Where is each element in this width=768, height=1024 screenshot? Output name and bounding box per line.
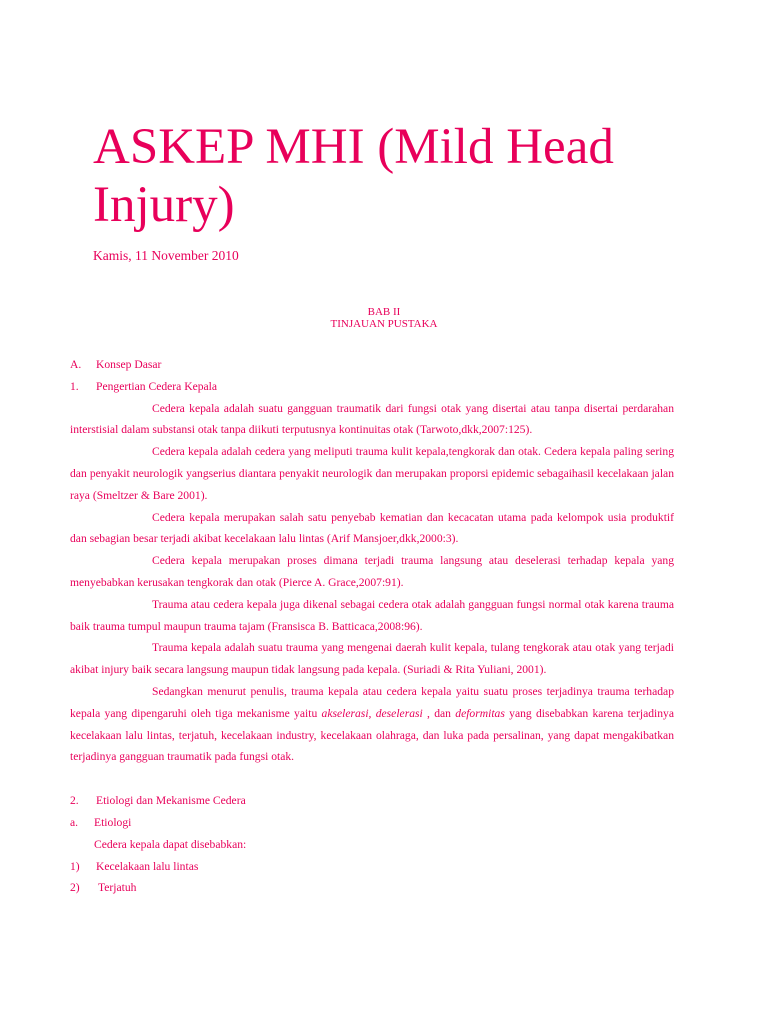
spacer xyxy=(70,768,674,790)
causes-intro: Cedera kepala dapat disebabkan: xyxy=(94,837,247,851)
item-number: 1. xyxy=(70,379,79,393)
text-run: yang disebabkan karena terjadinya kecelakaan lalu lintas, terjatuh, kecelakaan industry, kecelakaan olahraga, dan luka pada persalinan, yang dapat mengakibatkan terjadinya gangguan traumatik pada fungsi otak. xyxy=(70,706,674,764)
list-item xyxy=(70,877,674,899)
item-label: Etiologi xyxy=(94,815,132,829)
section-heading xyxy=(70,354,674,376)
paragraph: Cedera kepala merupakan salah satu penyebab kematian dan kecacatan utama pada kelompok usia produktif dan sebagian besar terjadi akibat kecelakaan lalu lintas (Arif Mansjoer,dkk,2000:3). xyxy=(70,510,674,546)
post-date: Kamis, 11 November 2010 xyxy=(93,248,239,263)
paragraph: Cedera kepala adalah cedera yang meliputi trauma kulit kepala,tengkorak dan otak. Cedera kepala paling sering dan penyakit neurologik yangserius diantara penyakit neurologik dan merupakan proporsi epidemic sebagaihasil kecelakaan jalan raya (Smeltzer & Bare 2001). xyxy=(70,445,674,502)
paragraph: Cedera kepala adalah suatu gangguan traumatik dari fungsi otak yang disertai atau tanpa disertai perdarahan interstisial dalam substansi otak tanpa diikuti terputusnya kontinuitas otak (Tarwoto,dkk,2007:125). xyxy=(70,401,674,437)
list-label: Terjatuh xyxy=(98,881,137,895)
section-number: A. xyxy=(70,358,82,371)
item-letter: a. xyxy=(70,815,79,829)
lettered-heading xyxy=(70,812,674,834)
numbered-heading xyxy=(70,790,674,812)
paragraph: Trauma atau cedera kepala juga dikenal sebagai cedera otak adalah gangguan fungsi normal otak karena trauma baik trauma tumpul maupun trauma tajam (Fransisca B. Batticaca,2008:96). xyxy=(70,597,674,633)
paragraph-author-definition xyxy=(70,681,674,768)
item-number: 2. xyxy=(70,794,79,808)
document-body xyxy=(70,354,674,899)
section-label: Konsep Dasar xyxy=(96,358,162,371)
document-title: ASKEP MHI (Mild Head Injury) xyxy=(93,119,614,233)
numbered-heading xyxy=(70,376,674,398)
item-label: Pengertian Cedera Kepala xyxy=(96,379,218,393)
italic-term: deformitas xyxy=(455,706,505,720)
chapter-title: TINJAUAN PUSTAKA xyxy=(330,318,438,330)
list-number: 2) xyxy=(70,881,80,895)
list-number: 1) xyxy=(70,859,80,873)
list-item xyxy=(70,856,674,878)
italic-term: akselerasi, deselerasi xyxy=(321,706,423,720)
paragraph: Trauma kepala adalah suatu trauma yang mengenai daerah kulit kepala, tulang tengkorak atau otak yang terjadi akibat injury baik secara langsung maupun tidak langsung pada kepala. (Suriadi & Rita Yuliani, 2001). xyxy=(70,641,674,677)
text-run: Sedangkan menurut penulis, trauma kepala atau cedera kepala yaitu suatu proses terjadinya trauma terhadap kepala yang dipengaruhi oleh tiga mekanisme yaitu xyxy=(70,684,674,720)
chapter-number: BAB II xyxy=(367,306,401,318)
item-label: Etiologi dan Mekanisme Cedera xyxy=(96,794,246,808)
paragraph: Cedera kepala merupakan proses dimana terjadi trauma langsung atau deselerasi terhadap kepala yang menyebabkan kerusakan tengkorak dan otak (Pierce A. Grace,2007:91). xyxy=(70,554,674,589)
text-run: , dan xyxy=(422,706,456,720)
list-label: Kecelakaan lalu lintas xyxy=(96,859,199,873)
